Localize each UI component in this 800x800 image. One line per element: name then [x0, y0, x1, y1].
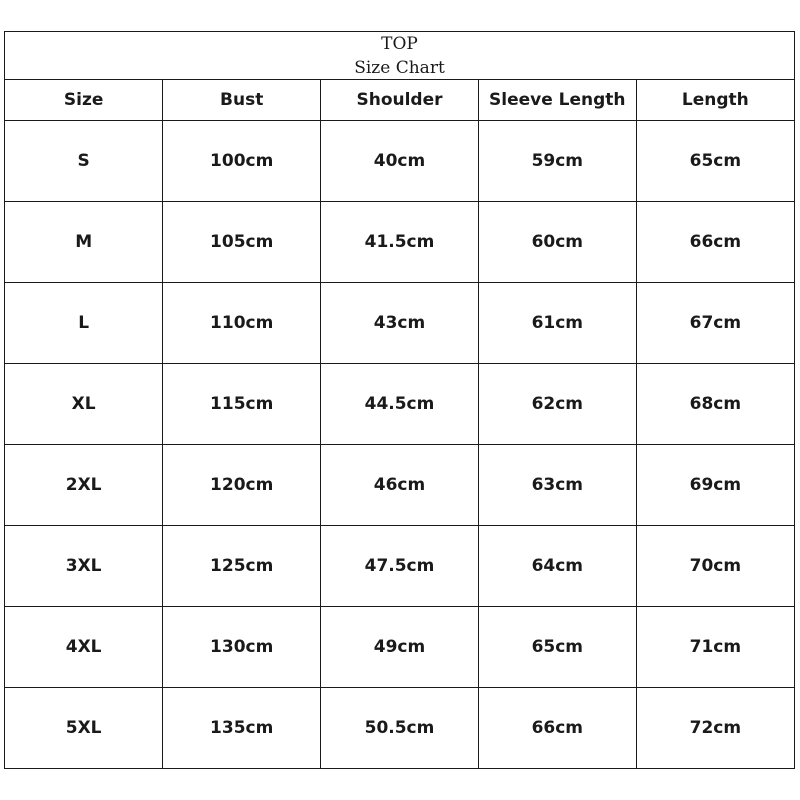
- length-cell: 65cm: [636, 121, 794, 202]
- sleeve-length-cell: 60cm: [478, 202, 636, 283]
- bust-cell: 135cm: [163, 688, 321, 769]
- bust-cell: 125cm: [163, 526, 321, 607]
- sleeve-length-cell: 59cm: [478, 121, 636, 202]
- shoulder-cell: 50.5cm: [321, 688, 479, 769]
- shoulder-cell: 43cm: [321, 283, 479, 364]
- header-row: [5, 80, 794, 121]
- sleeve-length-cell: 66cm: [478, 688, 636, 769]
- bust-cell: 130cm: [163, 607, 321, 688]
- shoulder-cell: 46cm: [321, 445, 479, 526]
- length-cell: 67cm: [636, 283, 794, 364]
- size-cell: L: [5, 283, 163, 364]
- shoulder-cell: 47.5cm: [321, 526, 479, 607]
- size-cell: 4XL: [5, 607, 163, 688]
- size-table: [5, 80, 794, 768]
- sleeve-length-cell: 63cm: [478, 445, 636, 526]
- column-header-shoulder: Shoulder: [321, 80, 479, 121]
- bust-cell: 110cm: [163, 283, 321, 364]
- table-row: [5, 283, 794, 364]
- shoulder-cell: 44.5cm: [321, 364, 479, 445]
- chart-title: TOP: [381, 33, 418, 54]
- column-header-size: Size: [5, 80, 163, 121]
- bust-cell: 100cm: [163, 121, 321, 202]
- length-cell: 69cm: [636, 445, 794, 526]
- length-cell: 68cm: [636, 364, 794, 445]
- length-cell: 72cm: [689, 718, 742, 738]
- bust-cell: 105cm: [163, 202, 321, 283]
- length-cell: 66cm: [636, 202, 794, 283]
- size-cell: M: [5, 202, 163, 283]
- table-row: [5, 445, 794, 526]
- column-header-length: Length: [636, 80, 794, 121]
- size-cell: 3XL: [5, 526, 163, 607]
- size-cell: 5XL: [5, 688, 163, 769]
- shoulder-cell: 40cm: [321, 121, 479, 202]
- table-row: [5, 121, 794, 202]
- bust-cell: 120cm: [163, 445, 321, 526]
- size-cell: 2XL: [5, 445, 163, 526]
- shoulder-cell: 41.5cm: [321, 202, 479, 283]
- sleeve-length-cell: 65cm: [478, 607, 636, 688]
- chart-title-block: [5, 32, 794, 80]
- bust-cell: 115cm: [163, 364, 321, 445]
- chart-subtitle: Size Chart: [354, 57, 445, 78]
- column-header-sleeve-length: Sleeve Length: [478, 80, 636, 121]
- table-row: [5, 526, 794, 607]
- column-header-bust: Bust: [163, 80, 321, 121]
- length-cell: 70cm: [636, 526, 794, 607]
- table-row: [5, 202, 794, 283]
- sleeve-length-cell: 62cm: [478, 364, 636, 445]
- table-row: [5, 688, 794, 769]
- shoulder-cell: 49cm: [321, 607, 479, 688]
- table-row: [5, 364, 794, 445]
- size-cell: XL: [5, 364, 163, 445]
- size-cell: S: [5, 121, 163, 202]
- table-row: [5, 607, 794, 688]
- sleeve-length-cell: 61cm: [478, 283, 636, 364]
- size-chart: [4, 31, 795, 769]
- sleeve-length-cell: 64cm: [478, 526, 636, 607]
- length-cell: 71cm: [636, 607, 794, 688]
